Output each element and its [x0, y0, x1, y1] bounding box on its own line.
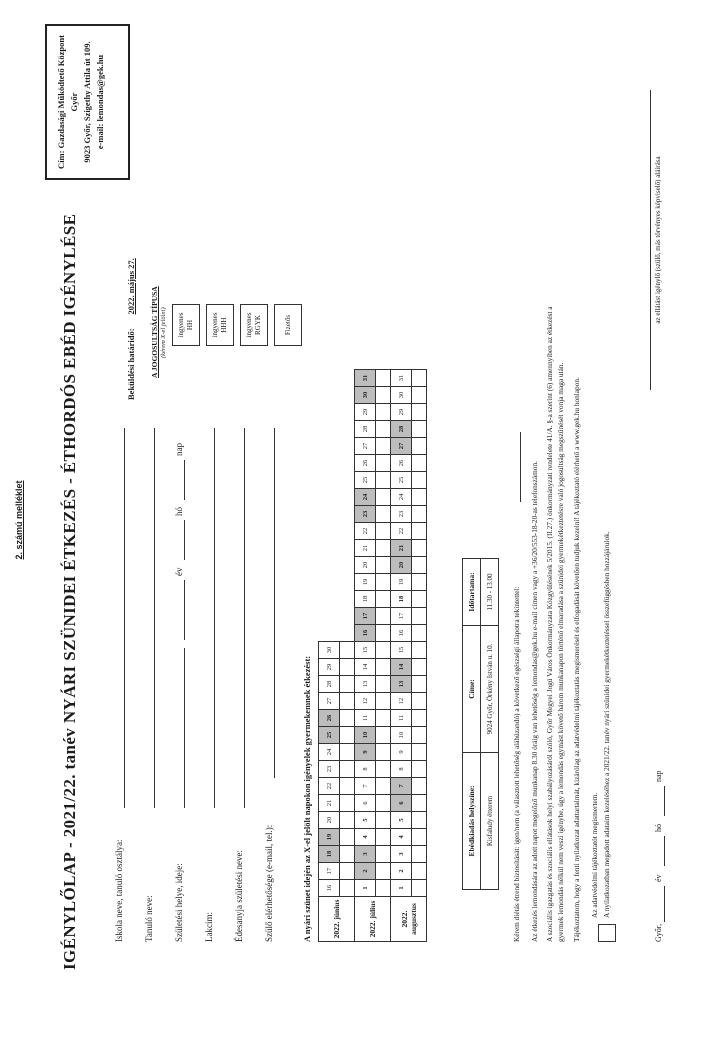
calendar-day: 9 [355, 744, 376, 761]
deadline-value: 2022. május 27. [126, 258, 136, 315]
calendar-day: 26 [355, 455, 376, 472]
footer-ho: hó [654, 824, 663, 832]
mother-field [234, 850, 244, 942]
calendar-day: 18 [319, 846, 340, 863]
calendar-day: 10 [391, 727, 412, 744]
footer-month-line[interactable] [664, 836, 665, 866]
calendar-day: 20 [391, 557, 412, 574]
footer-year-line[interactable] [664, 886, 665, 922]
birth-year-line[interactable] [184, 580, 185, 640]
calendar-day-checkbox[interactable] [412, 846, 427, 863]
venue-table [462, 558, 499, 890]
calendar-day-checkbox[interactable] [412, 455, 427, 472]
calendar-day: 23 [391, 506, 412, 523]
calendar-day-checkbox[interactable] [376, 404, 391, 421]
calendar-mark-row [340, 370, 355, 942]
calendar-day-checkbox[interactable] [412, 727, 427, 744]
calendar-day: 1 [355, 880, 376, 897]
calendar-day-checkbox[interactable] [412, 880, 427, 897]
calendar-day: 22 [391, 523, 412, 540]
school-label: Iskola neve, tanuló osztálya: [114, 839, 124, 942]
calendar-day: 25 [319, 727, 340, 744]
calendar-day-checkbox[interactable] [376, 710, 391, 727]
venue-header-time: Időtartama: [463, 559, 481, 626]
birth-place-line[interactable] [184, 648, 185, 808]
consent-text-1: Az adatvédelmi tájékoztatót megismertem. [590, 792, 599, 918]
calendar-day: 10 [355, 727, 376, 744]
calendar-day: 27 [391, 438, 412, 455]
calendar-day-checkbox[interactable] [376, 642, 391, 659]
calendar-day: 31 [355, 370, 376, 387]
calendar-day: 22 [319, 778, 340, 795]
signature-line[interactable] [650, 90, 651, 390]
calendar-day-checkbox[interactable] [340, 659, 355, 676]
calendar-day-checkbox[interactable] [376, 829, 391, 846]
calendar-day-checkbox[interactable] [412, 540, 427, 557]
venue-header-row [463, 559, 481, 890]
calendar-day: 17 [355, 608, 376, 625]
calendar-day: 29 [355, 404, 376, 421]
calendar-mark-row [376, 370, 391, 942]
calendar-day: 14 [391, 659, 412, 676]
calendar-day-checkbox[interactable] [412, 591, 427, 608]
calendar-day-checkbox[interactable] [412, 676, 427, 693]
calendar-day: 16 [391, 625, 412, 642]
calendar-day: 20 [355, 557, 376, 574]
calendar-day-checkbox[interactable] [340, 727, 355, 744]
school-field [114, 840, 124, 942]
calendar-day: 11 [391, 710, 412, 727]
calendar-day: 4 [391, 829, 412, 846]
calendar-day-checkbox[interactable] [412, 863, 427, 880]
calendar-day-checkbox[interactable] [376, 523, 391, 540]
calendar-day-checkbox[interactable] [376, 880, 391, 897]
calendar-day: 2 [355, 863, 376, 880]
legal-text-1: A szociális igazgatás és szociális ellátások helyi szabályozásáról szóló, Győr Megyei Jogú Város Önkormányzata Közgyűlésének 5/2015. (II.27.) önkormányzati rendelete 41/A. §-a szerint (6) amennyiben az étkezést a [545, 306, 554, 942]
calendar-day-checkbox[interactable] [376, 591, 391, 608]
venue-time: 11.30 - 13.00 [481, 559, 499, 626]
legal-text-2: gyermek lemondás nélkül nem veszi igénybe, úgy a lemondás egymást követő három munkanapon történő elmaradása a szünidei gyermekétkeztetésre való jogosultság megszűnését vonja maga után. [556, 362, 565, 942]
calendar-day: 6 [355, 795, 376, 812]
birth-day-line[interactable] [184, 460, 185, 500]
calendar-day: 25 [355, 472, 376, 489]
calendar-day: 5 [391, 812, 412, 829]
calendar-day: 15 [355, 642, 376, 659]
address-line-3: e-mail: lemondas@gek.hu [95, 54, 105, 150]
calendar-day: 13 [355, 676, 376, 693]
calendar-heading: A nyári szünet idején az X-el jelölt napokon igényelek gyermekemnek étkezést: [302, 655, 312, 942]
calendar-day-checkbox[interactable] [412, 523, 427, 540]
diet-request: Kérem diétás étrend biztosítását: igen/nem (a választott lehetőség aláhúzandó) a következő egészségi állapotra tekintettel: [512, 586, 521, 942]
calendar-day: 27 [355, 438, 376, 455]
calendar-day-checkbox[interactable] [376, 795, 391, 812]
calendar-day: 16 [319, 880, 340, 897]
calendar-day: 29 [319, 659, 340, 676]
calendar-day: 19 [355, 574, 376, 591]
footer-nap: nap [654, 770, 663, 782]
calendar-day-checkbox[interactable] [412, 829, 427, 846]
calendar-day-checkbox[interactable] [412, 693, 427, 710]
calendar-day-checkbox[interactable] [340, 812, 355, 829]
eligibility-option-rgyk[interactable] [240, 304, 268, 346]
calendar-day-checkbox[interactable] [412, 472, 427, 489]
calendar-day: 12 [355, 693, 376, 710]
signature-caption: az ellátást igénylő (szülő, más törvényes képviselő) aláírása [654, 156, 662, 324]
birth-ev-label: év [174, 567, 184, 576]
calendar-day: 4 [355, 829, 376, 846]
calendar-day: 26 [391, 455, 412, 472]
contact-field [264, 825, 274, 942]
calendar-day: 3 [391, 846, 412, 863]
calendar-date-row [391, 370, 412, 942]
calendar-day: 23 [355, 506, 376, 523]
calendar-table [318, 369, 427, 942]
calendar-day: 7 [391, 778, 412, 795]
calendar-day: 18 [355, 591, 376, 608]
address-box [45, 24, 130, 180]
calendar-day-checkbox[interactable] [412, 778, 427, 795]
calendar-day-checkbox[interactable] [376, 846, 391, 863]
calendar-day: 3 [355, 846, 376, 863]
calendar-day-checkbox[interactable] [412, 659, 427, 676]
calendar-day-checkbox[interactable] [412, 761, 427, 778]
birth-month-line[interactable] [184, 520, 185, 560]
cancel-info: Az étkezés lemondására az adott napot megelőző munkanap 8.30 óráig van lehetőség a lemondas@gek.hu e-mail címen vagy a +36/20/553-18-20-as telefonszámon. [530, 461, 539, 942]
calendar-day-checkbox[interactable] [376, 370, 391, 387]
calendar-day-checkbox[interactable] [412, 710, 427, 727]
calendar-day: 5 [355, 812, 376, 829]
calendar-day-checkbox[interactable] [340, 829, 355, 846]
option-line-1: Fizetős [283, 314, 292, 336]
calendar-day: 14 [355, 659, 376, 676]
calendar-month-label: 2022. július [355, 897, 391, 942]
school-input-line[interactable] [124, 428, 125, 808]
address-field [204, 912, 214, 942]
contact-label: Szülő elérhetősége (e-mail, tel.): [264, 824, 274, 942]
student-label: Tanuló neve: [144, 895, 154, 942]
calendar-day-checkbox[interactable] [376, 438, 391, 455]
calendar-day: 28 [319, 676, 340, 693]
attachment-label: 2. számú melléklet [14, 480, 24, 560]
address-line-1: Cím: Gazdasági Működtető Központ Győr [56, 35, 79, 169]
mother-input-line[interactable] [244, 428, 245, 808]
calendar-day: 17 [319, 863, 340, 880]
calendar-day-checkbox[interactable] [376, 557, 391, 574]
calendar-day-checkbox[interactable] [376, 761, 391, 778]
address-line-2: 9023 Győr, Szigethy Attila út 109. [82, 41, 92, 163]
venue-header-place: Ebédkiadás helyszíne: [463, 753, 481, 890]
calendar-day-checkbox[interactable] [412, 744, 427, 761]
calendar-day: 21 [319, 795, 340, 812]
address-label: Lakcím: [204, 912, 214, 942]
calendar-day-checkbox[interactable] [412, 557, 427, 574]
calendar-day-checkbox[interactable] [376, 574, 391, 591]
calendar-day-checkbox[interactable] [412, 642, 427, 659]
student-field [144, 895, 154, 942]
calendar-day-checkbox[interactable] [340, 863, 355, 880]
calendar-month-label: 2022. augusztus [391, 897, 427, 942]
calendar-day-checkbox[interactable] [412, 506, 427, 523]
option-line-1: ingyenes [245, 312, 253, 338]
calendar-day: 6 [391, 795, 412, 812]
calendar-day: 24 [391, 489, 412, 506]
calendar-day-checkbox[interactable] [376, 421, 391, 438]
calendar-day-checkbox[interactable] [376, 387, 391, 404]
calendar-day-checkbox[interactable] [376, 489, 391, 506]
calendar-day-checkbox[interactable] [340, 744, 355, 761]
calendar-day: 1 [391, 880, 412, 897]
calendar-day: 18 [391, 591, 412, 608]
calendar-month-label: 2022. június [319, 897, 355, 942]
consent-checkbox[interactable] [598, 924, 616, 942]
calendar-day: 20 [319, 812, 340, 829]
eligibility-option-hhh[interactable] [206, 304, 234, 346]
option-line-2: HH [186, 319, 194, 331]
calendar-day: 7 [355, 778, 376, 795]
calendar-day-checkbox[interactable] [340, 778, 355, 795]
calendar-day: 25 [391, 472, 412, 489]
birth-label: Születési helye, ideje: [174, 863, 184, 942]
eligibility-title: A JOGOSULTSÁG TÍPUSA [150, 286, 159, 378]
calendar-day: 28 [391, 421, 412, 438]
venue-header-address: Címe: [463, 626, 481, 753]
birth-ho-label: hó [174, 507, 184, 516]
calendar-day: 30 [391, 387, 412, 404]
venue-row [481, 559, 499, 890]
calendar-day: 27 [319, 693, 340, 710]
calendar-day: 2 [391, 863, 412, 880]
option-line-2: HHH [220, 317, 228, 333]
calendar-day: 31 [391, 370, 412, 387]
calendar-day-checkbox[interactable] [376, 659, 391, 676]
calendar-day-checkbox[interactable] [376, 455, 391, 472]
calendar-day: 16 [355, 625, 376, 642]
calendar-day-checkbox[interactable] [376, 812, 391, 829]
calendar-day-checkbox[interactable] [340, 676, 355, 693]
calendar-day-checkbox[interactable] [376, 625, 391, 642]
calendar-day-checkbox[interactable] [376, 540, 391, 557]
calendar-day: 9 [391, 744, 412, 761]
calendar-day: 11 [355, 710, 376, 727]
calendar-day-checkbox[interactable] [340, 795, 355, 812]
calendar-day-checkbox[interactable] [412, 574, 427, 591]
option-line-2: RGYK [254, 315, 262, 335]
mother-label: Édesanyja születési neve: [234, 850, 244, 942]
calendar-day-checkbox[interactable] [412, 812, 427, 829]
calendar-day: 30 [319, 642, 340, 659]
contact-input-line[interactable] [274, 428, 275, 778]
calendar [318, 369, 427, 942]
calendar-day-checkbox[interactable] [340, 846, 355, 863]
footer-day-line[interactable] [664, 786, 665, 816]
calendar-day-checkbox[interactable] [412, 795, 427, 812]
calendar-day-checkbox[interactable] [412, 370, 427, 387]
calendar-mark-row [412, 370, 427, 942]
calendar-day-checkbox[interactable] [376, 506, 391, 523]
deadline [126, 258, 136, 400]
calendar-day: 26 [319, 710, 340, 727]
calendar-day: 29 [391, 404, 412, 421]
calendar-day-checkbox[interactable] [412, 438, 427, 455]
calendar-day-checkbox[interactable] [376, 676, 391, 693]
calendar-day-checkbox[interactable] [340, 761, 355, 778]
calendar-day: 23 [319, 761, 340, 778]
calendar-day-checkbox[interactable] [376, 863, 391, 880]
calendar-day-checkbox[interactable] [412, 608, 427, 625]
calendar-day: 21 [391, 540, 412, 557]
calendar-day-checkbox[interactable] [412, 387, 427, 404]
form-title: IGÉNYLŐLAP - 2021/22. tanév NYÁRI SZÜNIDEI ÉTKEZÉS - ÉTHORDÓS EBÉD IGÉNYLÉSE [60, 213, 79, 970]
calendar-day-checkbox[interactable] [376, 727, 391, 744]
calendar-day-checkbox[interactable] [376, 472, 391, 489]
address-input-line[interactable] [214, 428, 215, 808]
calendar-day: 24 [319, 744, 340, 761]
option-line-1: ingyenes [177, 312, 185, 338]
calendar-day: 15 [391, 642, 412, 659]
calendar-day: 17 [391, 608, 412, 625]
calendar-day: 22 [355, 523, 376, 540]
calendar-day: 12 [391, 693, 412, 710]
calendar-day: 24 [355, 489, 376, 506]
birth-nap-label: nap [174, 443, 184, 456]
diet-input-line[interactable] [520, 432, 521, 502]
birth-field [174, 863, 184, 942]
calendar-day: 19 [319, 829, 340, 846]
footer-ev: év [654, 874, 663, 882]
eligibility-subtitle: (kérem X-el jelölni) [160, 307, 167, 358]
calendar-day-checkbox[interactable] [412, 404, 427, 421]
calendar-day: 19 [391, 574, 412, 591]
calendar-day-checkbox[interactable] [376, 744, 391, 761]
venue-address: 9024 Győr, Örkény István u. 10. [481, 626, 499, 753]
calendar-day-checkbox[interactable] [376, 778, 391, 795]
venue-place: Kisfaludy étterem [481, 753, 499, 890]
consent-text-2: A nyilatkozatban megadott adataim kezeléséhez a 2021/22. tanév nyári szünidei gyermekétkeztetéssel összefüggésben hozzájárulok. [602, 531, 611, 918]
calendar-day: 13 [391, 676, 412, 693]
option-line-1: ingyenes [211, 312, 219, 338]
calendar-date-row [319, 370, 340, 942]
calendar-day: 30 [355, 387, 376, 404]
calendar-day: 21 [355, 540, 376, 557]
calendar-day-checkbox[interactable] [412, 489, 427, 506]
calendar-day: 8 [391, 761, 412, 778]
calendar-day: 8 [355, 761, 376, 778]
calendar-day-checkbox[interactable] [412, 625, 427, 642]
privacy-info: Tájékoztatom, hogy a fenti nyilatkozat adattartalmát, kizárólag az adatvédelmi tájékoztatás megismerését és elfogadását követően tudjuk kezelni! A tájékoztató elérhető a www.gek.hu honlapon. [572, 377, 581, 942]
calendar-date-row [355, 370, 376, 942]
calendar-day-checkbox[interactable] [340, 710, 355, 727]
footer-place: Győr, [654, 923, 663, 942]
venue [462, 558, 499, 890]
eligibility-option-hh[interactable] [172, 304, 200, 346]
deadline-label: Beküldési határidő: [126, 328, 136, 400]
calendar-day-checkbox[interactable] [340, 693, 355, 710]
calendar-day-checkbox[interactable] [376, 608, 391, 625]
calendar-day: 28 [355, 421, 376, 438]
calendar-day-checkbox[interactable] [412, 421, 427, 438]
calendar-day-checkbox[interactable] [340, 642, 355, 659]
calendar-day-checkbox[interactable] [376, 693, 391, 710]
student-input-line[interactable] [154, 428, 155, 808]
eligibility-option-paid[interactable] [274, 304, 302, 346]
calendar-day-checkbox[interactable] [340, 880, 355, 897]
